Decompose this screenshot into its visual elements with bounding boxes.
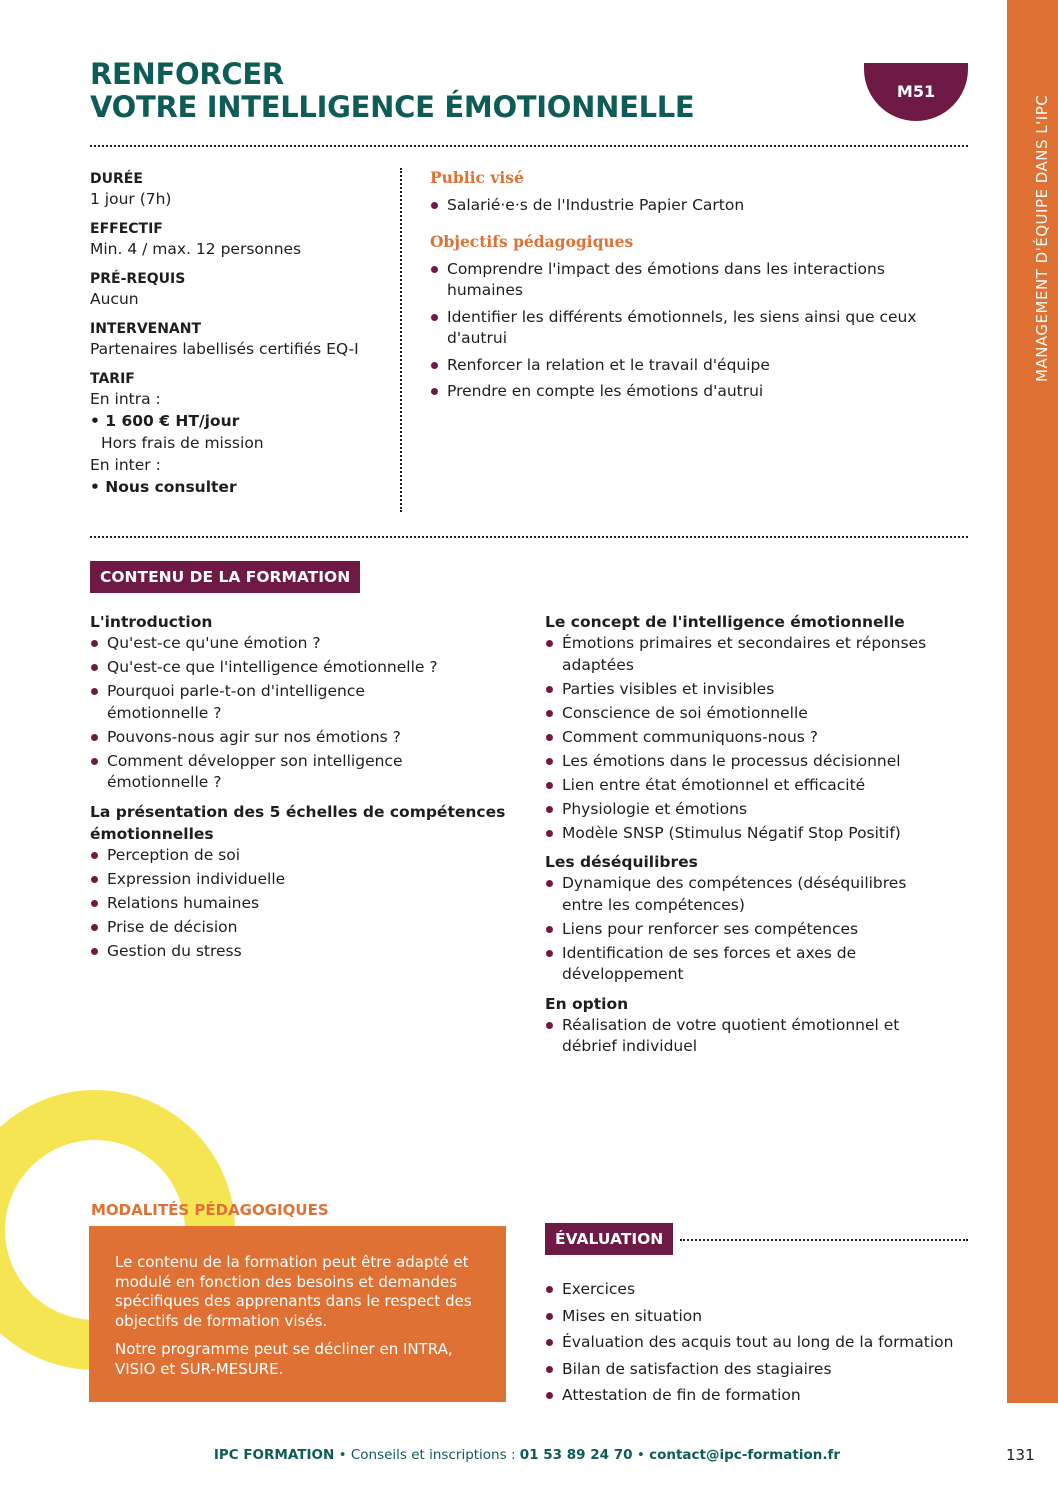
tarif-label: TARIF: [90, 371, 135, 387]
intervenant-value: Partenaires labellisés certifiés EQ-I: [90, 340, 359, 358]
list-item: Pouvons-nous agir sur nos émotions ?: [90, 727, 440, 749]
list-item: Émotions primaires et secondaires et réponses adaptées: [545, 633, 975, 676]
list-item: Comprendre l'impact des émotions dans les interactions humaines: [430, 259, 940, 302]
list-item: Bilan de satisfaction des stagiaires: [545, 1359, 953, 1381]
list-item: Mises en situation: [545, 1306, 953, 1328]
intervenant-label: INTERVENANT: [90, 321, 202, 337]
objectifs-title: Objectifs pédagogiques: [430, 231, 634, 251]
footer-phone[interactable]: 01 53 89 24 70: [519, 1447, 633, 1463]
contenu-right-column: [545, 611, 975, 1060]
contenu-heading: En option: [545, 994, 629, 1013]
public-list: [430, 195, 990, 217]
contenu-list: [545, 633, 975, 844]
footer: [0, 1447, 840, 1463]
page-number: 131: [1006, 1446, 1035, 1464]
list-item: Comment développer son intelligence émotionnelle ?: [90, 751, 440, 794]
list-item: Qu'est-ce que l'intelligence émotionnelle ?: [90, 657, 440, 679]
list-item: Pourquoi parle-t-on d'intelligence émotionnelle ?: [90, 681, 440, 724]
prerequis-value: Aucun: [90, 290, 139, 308]
duree-label: DURÉE: [90, 171, 143, 187]
footer-email[interactable]: contact@ipc-formation.fr: [649, 1447, 840, 1463]
list-item: Modèle SNSP (Stimulus Négatif Stop Positif): [545, 823, 975, 845]
contenu-list: [90, 845, 510, 963]
evaluation-list: [545, 1279, 953, 1412]
contenu-list: [545, 873, 945, 986]
footer-separator: •: [632, 1447, 650, 1463]
modalites-title: MODALITÉS PÉDAGOGIQUES: [91, 1201, 329, 1219]
tarif-intra-label: En intra :: [90, 390, 161, 408]
list-item: Attestation de fin de formation: [545, 1385, 953, 1407]
contenu-heading: La présentation des 5 échelles de compétences émotionnelles: [90, 802, 506, 843]
list-item: Identifier les différents émotionnels, les siens ainsi que ceux d'autrui: [430, 307, 940, 350]
objectifs-list: [430, 259, 940, 403]
tarif-inter-label: En inter :: [90, 456, 161, 474]
list-item: Physiologie et émotions: [545, 799, 975, 821]
list-item: Prise de décision: [90, 917, 510, 939]
list-item: Dynamique des compétences (déséquilibres entre les compétences): [545, 873, 945, 916]
title-line-1: RENFORCER: [90, 57, 284, 91]
contenu-tag: CONTENU DE LA FORMATION: [90, 561, 360, 593]
course-info: [90, 170, 390, 498]
info-divider: [400, 168, 402, 512]
section-divider: [90, 536, 968, 538]
duree-value: 1 jour (7h): [90, 190, 172, 208]
header-divider: [90, 145, 968, 147]
tarif-intra-price: • 1 600 € HT/jour: [90, 412, 240, 430]
list-item: Comment communiquons-nous ?: [545, 727, 975, 749]
module-code-badge: M51: [864, 63, 968, 121]
footer-brand: IPC FORMATION: [213, 1447, 335, 1463]
list-item: Gestion du stress: [90, 941, 510, 963]
list-item: Lien entre état émotionnel et efficacité: [545, 775, 975, 797]
list-item: Qu'est-ce qu'une émotion ?: [90, 633, 440, 655]
footer-label: Conseils et inscriptions :: [350, 1447, 520, 1463]
list-item: Salarié·e·s de l'Industrie Papier Carton: [430, 195, 990, 217]
contenu-heading: Les déséquilibres: [545, 853, 698, 871]
list-item: Liens pour renforcer ses compétences: [545, 919, 945, 941]
modalites-paragraph: Notre programme peut se décliner en INTRA, VISIO et SUR-MESURE.: [115, 1340, 453, 1378]
public-title: Public visé: [430, 168, 524, 187]
contenu-left-column: [90, 611, 510, 965]
contenu-heading: Le concept de l'intelligence émotionnelle: [545, 613, 905, 631]
list-item: Relations humaines: [90, 893, 510, 915]
page-title: [90, 58, 694, 124]
list-item: Conscience de soi émotionnelle: [545, 703, 975, 725]
list-item: Réalisation de votre quotient émotionnel et débrief individuel: [545, 1015, 945, 1058]
list-item: Évaluation des acquis tout au long de la formation: [545, 1332, 953, 1354]
list-item: Perception de soi: [90, 845, 510, 867]
list-item: Expression individuelle: [90, 869, 510, 891]
list-item: Identification de ses forces et axes de développement: [545, 943, 945, 986]
list-item: Exercices: [545, 1279, 953, 1301]
list-item: Les émotions dans le processus décisionnel: [545, 751, 975, 773]
tarif-intra-note: Hors frais de mission: [101, 434, 264, 452]
footer-separator: •: [334, 1447, 351, 1463]
modalites-box: [89, 1226, 506, 1402]
list-item: Prendre en compte les émotions d'autrui: [430, 381, 940, 403]
contenu-list: [90, 633, 440, 794]
category-label: MANAGEMENT D'ÉQUIPE DANS L'IPC: [1033, 94, 1051, 382]
effectif-label: EFFECTIF: [90, 221, 163, 237]
effectif-value: Min. 4 / max. 12 personnes: [90, 240, 302, 258]
evaluation-tag: ÉVALUATION: [545, 1223, 673, 1255]
evaluation-divider: [680, 1239, 968, 1241]
title-line-2: VOTRE INTELLIGENCE ÉMOTIONNELLE: [90, 90, 695, 124]
prerequis-label: PRÉ-REQUIS: [90, 271, 186, 287]
list-item: Parties visibles et invisibles: [545, 679, 975, 701]
list-item: Renforcer la relation et le travail d'équipe: [430, 355, 940, 377]
tarif-inter-value: • Nous consulter: [90, 478, 237, 496]
modalites-paragraph: Le contenu de la formation peut être adapté et modulé en fonction des besoins et demandes spécifiques des apprenants dans le respect des objectifs de formation visés.: [115, 1253, 472, 1330]
audience-and-objectives: [430, 167, 990, 408]
contenu-heading: L'introduction: [90, 613, 213, 631]
contenu-list: [545, 1015, 945, 1058]
